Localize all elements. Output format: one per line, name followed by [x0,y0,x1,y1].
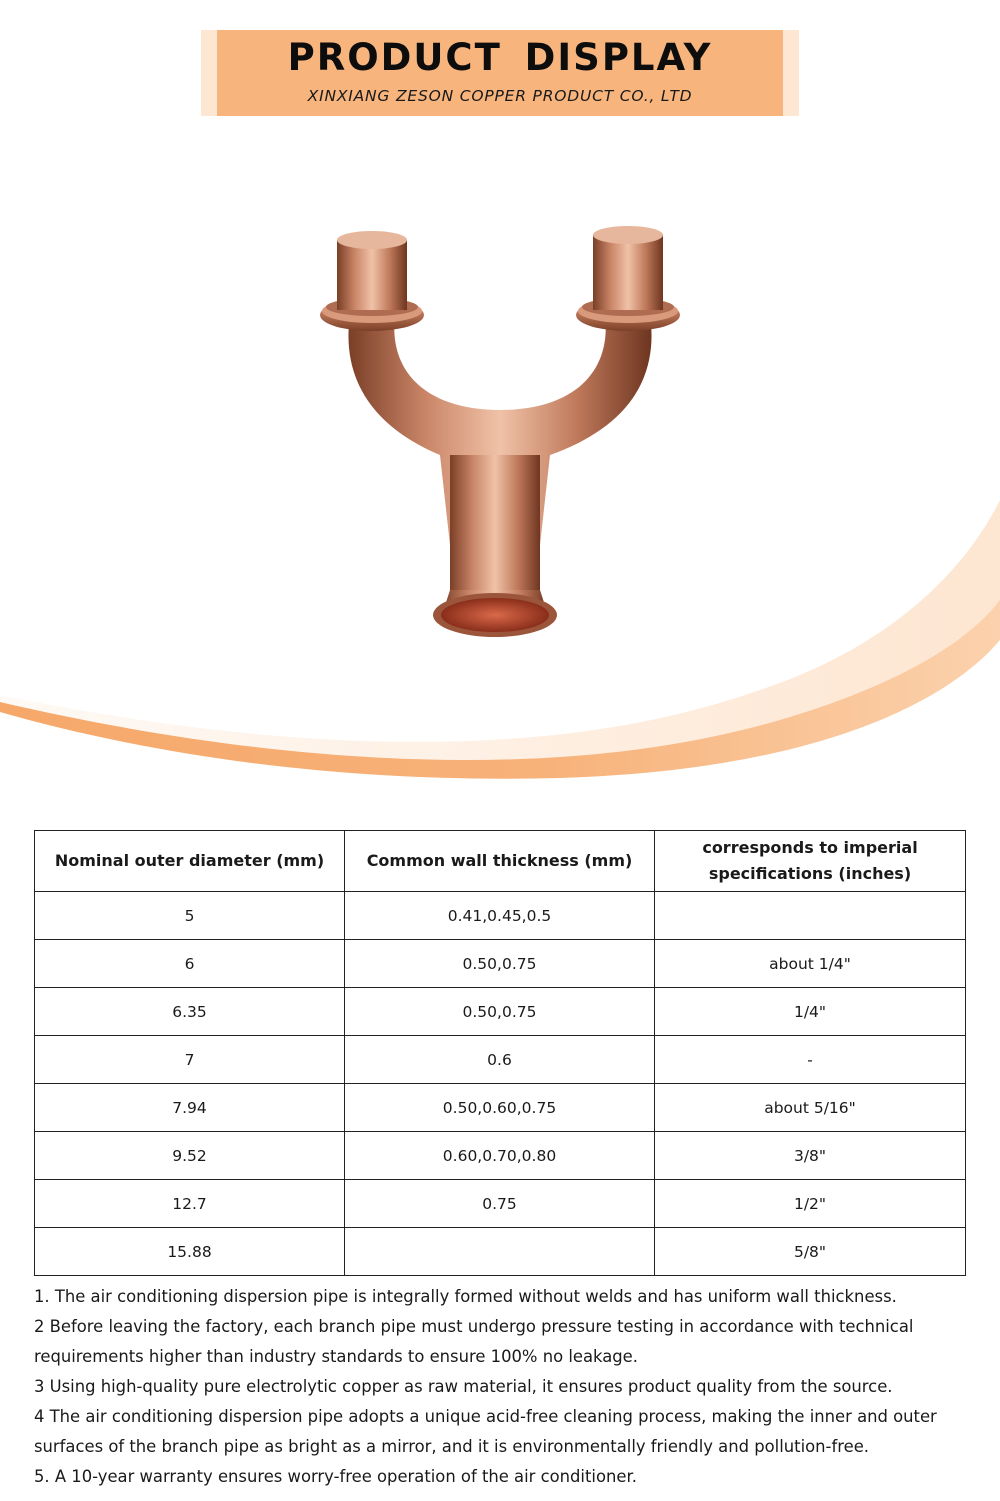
cell-imperial [655,892,966,940]
cell-wall: 0.50,0.75 [345,988,655,1036]
cell-diameter: 15.88 [35,1228,345,1276]
cell-diameter: 12.7 [35,1180,345,1228]
company-name: XINXIANG ZESON COPPER PRODUCT CO., LTD [307,87,693,105]
cell-imperial: about 1/4" [655,940,966,988]
cell-imperial: 1/4" [655,988,966,1036]
table-row [35,940,966,988]
spec-table [34,830,966,1276]
product-notes [34,1282,974,1492]
cell-wall [345,1228,655,1276]
cell-imperial: about 5/16" [655,1084,966,1132]
cell-diameter: 7.94 [35,1084,345,1132]
cell-diameter: 6 [35,940,345,988]
table-row [35,1180,966,1228]
cell-diameter: 7 [35,1036,345,1084]
cell-imperial: 5/8" [655,1228,966,1276]
note-item: 2 Before leaving the factory, each branch pipe must undergo pressure testing in accordance with technical requirements higher than industry standards to ensure 100% no leakage. [34,1317,914,1366]
cell-wall: 0.50,0.75 [345,940,655,988]
note-item: 5. A 10-year warranty ensures worry-free operation of the air conditioner. [34,1467,637,1486]
cell-diameter: 6.35 [35,988,345,1036]
table-row [35,1084,966,1132]
page-title: PRODUCT DISPLAY [287,36,713,79]
cell-imperial: - [655,1036,966,1084]
table-row [35,1132,966,1180]
note-item: 3 Using high-quality pure electrolytic copper as raw material, it ensures product quality from the source. [34,1377,893,1396]
copper-y-branch-pipe-icon [300,215,700,645]
note-item: 1. The air conditioning dispersion pipe is integrally formed without welds and has uniform wall thickness. [34,1287,897,1306]
cell-wall: 0.50,0.60,0.75 [345,1084,655,1132]
table-row [35,1228,966,1276]
table-header-row [35,831,966,892]
cell-diameter: 9.52 [35,1132,345,1180]
table-row [35,988,966,1036]
cell-wall: 0.41,0.45,0.5 [345,892,655,940]
table-row [35,1036,966,1084]
header-outer-diameter: Nominal outer diameter (mm) [35,831,345,892]
header-imperial-spec: corresponds to imperial specifications (inches) [655,831,966,892]
cell-imperial: 1/2" [655,1180,966,1228]
cell-diameter: 5 [35,892,345,940]
note-item: 4 The air conditioning dispersion pipe adopts a unique acid-free cleaning process, making the inner and outer surfaces of the branch pipe as bright as a mirror, and it is environmentally friendly and pollution-free. [34,1407,937,1456]
cell-wall: 0.60,0.70,0.80 [345,1132,655,1180]
table-row [35,892,966,940]
cell-wall: 0.75 [345,1180,655,1228]
cell-wall: 0.6 [345,1036,655,1084]
cell-imperial: 3/8" [655,1132,966,1180]
header-wall-thickness: Common wall thickness (mm) [345,831,655,892]
